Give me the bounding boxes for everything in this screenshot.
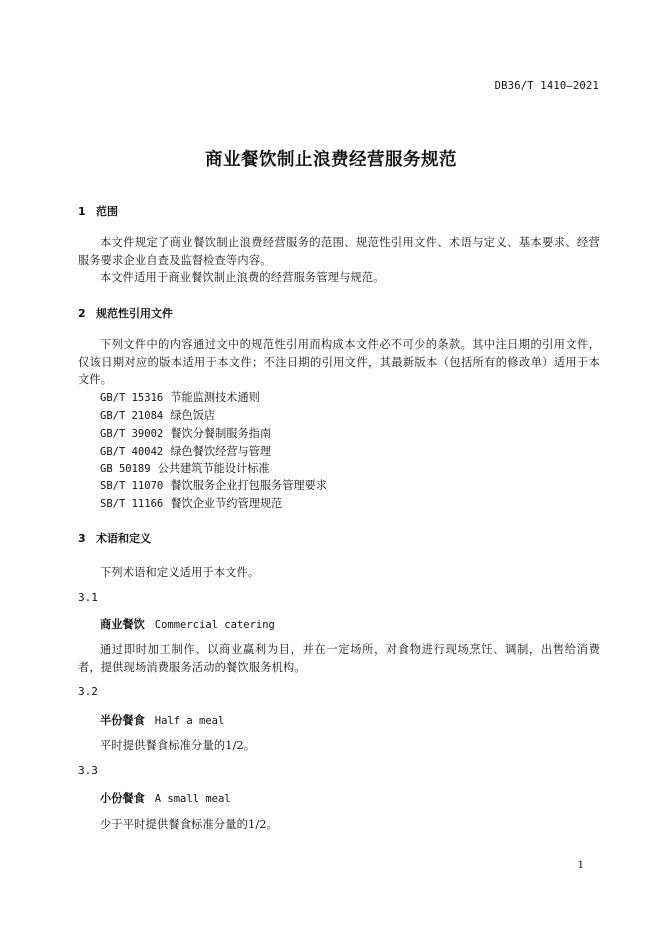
- term-cn: 半份餐食: [100, 714, 145, 727]
- term-cn: 小份餐食: [100, 792, 145, 805]
- term-definition: 少于平时提供餐食标准分量的1/2。: [100, 818, 279, 831]
- scope-paragraph-1: 本文件规定了商业餐饮制止浪费经营服务的范围、规范性引用文件、术语与定义、基本要求、经营服务要求企业自查及监督检查等内容。: [78, 236, 600, 267]
- section-heading-terms: [78, 530, 151, 546]
- term-entry: [100, 616, 275, 632]
- term-entry: [100, 790, 231, 806]
- term-definition: 平时提供餐食标准分量的1/2。: [100, 739, 256, 752]
- scope-paragraph-2: 本文件适用于商业餐饮制止浪费的经营服务管理与规范。: [100, 271, 385, 284]
- terms-intro: 下列术语和定义适用于本文件。: [100, 566, 260, 579]
- term-en: Commercial catering: [154, 619, 275, 631]
- section-heading-scope: [78, 203, 118, 219]
- page-number: 1: [577, 860, 584, 871]
- reference-item: GB/T 39002 餐饮分餐制服务指南: [100, 427, 272, 440]
- term-number: 3.3: [78, 764, 98, 777]
- section-heading-normative: [78, 305, 173, 321]
- section-title: 术语和定义: [96, 532, 151, 545]
- reference-item: SB/T 11166 餐饮企业节约管理规范: [100, 497, 283, 510]
- term-entry: [100, 712, 224, 728]
- section-title: 范围: [96, 205, 118, 218]
- term-en: A small meal: [154, 793, 231, 805]
- section-number: 2: [78, 307, 86, 320]
- term-en: Half a meal: [154, 715, 225, 727]
- term-cn: 商业餐饮: [100, 618, 145, 631]
- document-title: 商业餐饮制止浪费经营服务规范: [205, 150, 457, 170]
- section-number: 3: [78, 532, 86, 545]
- reference-item: GB/T 21084 绿色饭店: [100, 409, 216, 422]
- reference-item: GB/T 40042 绿色餐饮经营与管理: [100, 445, 272, 458]
- term-number: 3.1: [78, 591, 98, 604]
- section-number: 1: [78, 205, 86, 218]
- normative-intro: 下列文件中的内容通过文中的规范性引用而构成本文件必不可少的条款。其中注日期的引用文件，仅该日期对应的版本适用于本文件；不注日期的引用文件，其最新版本（包括所有的修改单）适用于本文件。: [78, 338, 600, 386]
- document-code: DB36/T 1410—2021: [494, 80, 599, 92]
- reference-item: GB 50189 公共建筑节能设计标准: [100, 462, 270, 475]
- term-definition: 通过即时加工制作、以商业赢利为目，并在一定场所，对食物进行现场烹饪、调制，出售给消费者，提供现场消费服务活动的餐饮服务机构。: [78, 643, 600, 674]
- reference-item: GB/T 15316 节能监测技术通则: [100, 391, 260, 404]
- section-title: 规范性引用文件: [96, 307, 173, 320]
- term-number: 3.2: [78, 685, 98, 698]
- reference-item: SB/T 11070 餐饮服务企业打包服务管理要求: [100, 479, 327, 492]
